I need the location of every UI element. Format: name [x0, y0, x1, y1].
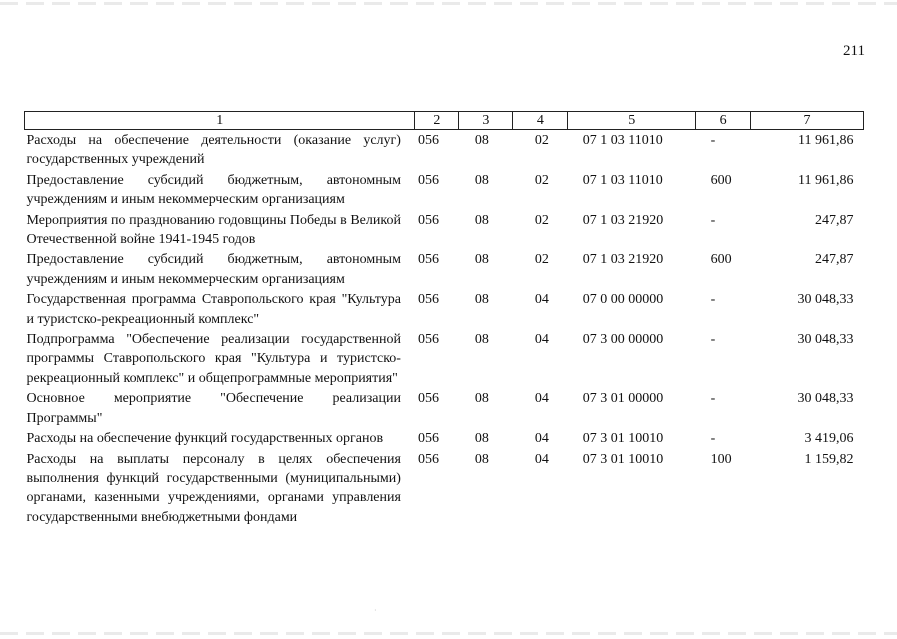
header-col-5: 5 [568, 112, 696, 130]
header-col-4: 4 [513, 112, 568, 130]
row-csr: 07 1 03 11010 [582, 133, 663, 148]
row-ved: 056 [417, 133, 439, 148]
row-sum: 30 048,33 [797, 332, 854, 348]
row-csr: 07 1 03 11010 [582, 172, 663, 188]
row-sum: 30 048,33 [797, 292, 854, 308]
scan-edge-bottom [0, 632, 897, 635]
row-sum: 11 961,86 [798, 172, 854, 188]
header-col-6: 6 [696, 112, 751, 130]
row-csr: 07 3 00 00000 [582, 332, 664, 348]
row-vr: - [710, 212, 716, 228]
row-rz: 08 [474, 451, 489, 467]
row-ved: 056 [417, 332, 439, 348]
table-row [25, 250, 864, 290]
row-csr: 07 3 01 00000 [582, 391, 664, 407]
scan-edge-top [0, 2, 897, 5]
row-csr: 07 1 03 21920 [582, 252, 664, 268]
table-row [25, 171, 864, 211]
row-name: Основное мероприятие "Обеспечение реализации Программы" [26, 391, 401, 426]
row-pr: 02 [534, 252, 549, 268]
row-rz: 08 [474, 212, 489, 228]
scan-speck: · [374, 606, 377, 615]
row-vr: - [710, 133, 716, 148]
table-row [25, 290, 864, 330]
row-pr: 04 [534, 391, 549, 407]
row-rz: 08 [474, 133, 489, 148]
row-csr: 07 0 00 00000 [582, 292, 664, 308]
row-ved: 056 [417, 252, 439, 268]
row-sum: 1 159,82 [804, 451, 854, 467]
table-row [25, 429, 864, 449]
row-csr: 07 3 01 10010 [582, 451, 664, 467]
row-sum: 30 048,33 [797, 391, 854, 407]
row-vr: - [710, 391, 716, 407]
row-name: Предоставление субсидий бюджетным, автономным учреждениям и иным некоммерческим организациям [26, 172, 401, 208]
table-row [25, 389, 864, 429]
row-sum: 3 419,06 [804, 431, 854, 447]
row-vr: 600 [710, 172, 732, 188]
row-name: Расходы на выплаты персоналу в целях обеспечения выполнения функций государственными (муниципальными) органами, казенными учреждениями, органами управления государственными внебюджетными фондами [26, 451, 401, 525]
row-name: Мероприятия по празднованию годовщины Победы в Великой Отечественной войне 1941-1945 годов [26, 212, 401, 248]
row-csr: 07 3 01 10010 [582, 431, 664, 447]
row-rz: 08 [474, 332, 489, 348]
row-vr: - [710, 431, 716, 447]
row-ved: 056 [417, 212, 439, 228]
row-pr: 02 [534, 172, 549, 188]
row-vr: 100 [710, 451, 732, 467]
row-pr: 04 [534, 451, 549, 467]
row-sum: 11 961,86 [798, 133, 854, 148]
row-name: Государственная программа Ставропольского края "Культура и туристско-рекреационный комплекс" [26, 292, 401, 327]
row-ved: 056 [417, 172, 439, 188]
table-row [25, 211, 864, 251]
row-name: Предоставление субсидий бюджетным, автономным учреждениям и иным некоммерческим организациям [26, 252, 401, 287]
page-number: 211 [843, 43, 865, 59]
row-ved: 056 [417, 292, 439, 308]
row-rz: 08 [474, 431, 489, 447]
row-pr: 04 [534, 332, 549, 348]
row-pr: 04 [534, 292, 549, 308]
table-row [25, 450, 864, 529]
row-rz: 08 [474, 292, 489, 308]
row-rz: 08 [474, 172, 489, 188]
header-row [25, 112, 864, 130]
budget-table [24, 111, 864, 528]
header-col-1: 1 [25, 112, 415, 130]
row-vr: 600 [710, 252, 732, 268]
row-name: Подпрограмма "Обеспечение реализации государственной программы Ставропольского края "Культура и туристско-рекреационный комплекс" и общепрограммные мероприятия" [26, 332, 401, 386]
row-pr: 04 [534, 431, 549, 447]
table-body [25, 130, 864, 529]
row-rz: 08 [474, 391, 489, 407]
row-vr: - [710, 292, 716, 308]
header-col-7: 7 [751, 112, 864, 130]
table-header [25, 112, 864, 130]
row-sum: 247,87 [815, 212, 854, 228]
row-ved: 056 [417, 391, 439, 407]
table-row [25, 130, 864, 171]
row-rz: 08 [474, 252, 489, 268]
row-ved: 056 [417, 431, 439, 447]
header-col-3: 3 [459, 112, 513, 130]
table-row [25, 330, 864, 389]
row-vr: - [710, 332, 716, 348]
row-ved: 056 [417, 451, 439, 467]
row-pr: 02 [534, 133, 549, 148]
row-csr: 07 1 03 21920 [582, 212, 664, 228]
row-name: Расходы на обеспечение функций государственных органов [26, 431, 384, 447]
row-sum: 247,87 [815, 252, 854, 268]
row-name: Расходы на обеспечение деятельности (оказание услуг) государственных учреждений [26, 133, 401, 168]
header-col-2: 2 [415, 112, 459, 130]
row-pr: 02 [534, 212, 549, 228]
